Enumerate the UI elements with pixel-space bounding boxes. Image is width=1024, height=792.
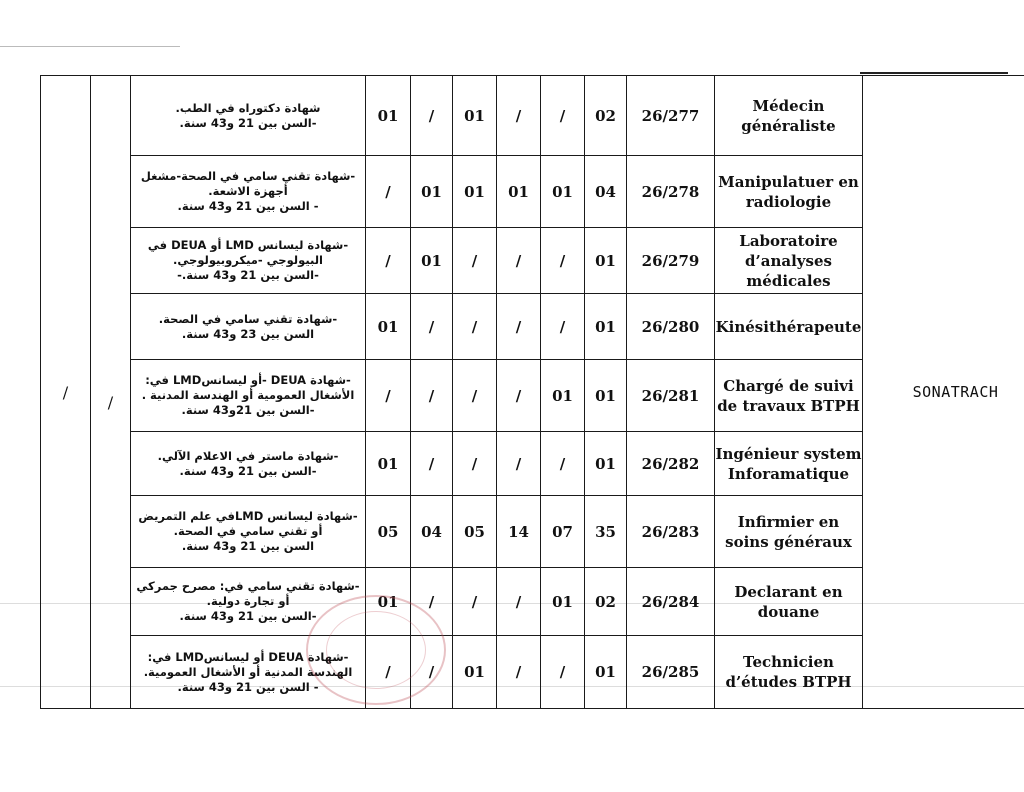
count-cell: 01 — [366, 568, 411, 636]
conditions-cell — [131, 568, 366, 636]
count-cell: / — [411, 76, 453, 156]
count-cell: 01 — [541, 360, 585, 432]
count-cell: / — [366, 636, 411, 709]
conditions-cell — [131, 496, 366, 568]
count-cell: 01 — [585, 294, 627, 360]
post-code-cell: 26/281 — [627, 360, 715, 432]
recruitment-table — [40, 75, 1024, 709]
count-cell: 05 — [366, 496, 411, 568]
count-cell: 35 — [585, 496, 627, 568]
condition-line: - السن بين 21 و43 سنة. — [177, 679, 319, 694]
count-cell: / — [497, 360, 541, 432]
post-title-cell: Médecin généraliste — [715, 76, 863, 156]
condition-line: -شهادة ماستر في الاعلام الآلي. — [157, 448, 339, 463]
post-code-cell: 26/285 — [627, 636, 715, 709]
post-code-cell: 26/283 — [627, 496, 715, 568]
count-cell: / — [541, 76, 585, 156]
count-cell: 02 — [585, 568, 627, 636]
post-code-cell: 26/284 — [627, 568, 715, 636]
condition-line: -السن بين 21و43 سنة. — [181, 403, 315, 417]
count-cell: 01 — [411, 156, 453, 228]
side-column-a: / — [41, 76, 91, 709]
count-cell: 02 — [585, 76, 627, 156]
count-cell: / — [497, 636, 541, 709]
condition-line: -السن بين 21 و43 سنة. — [179, 609, 317, 623]
conditions-cell — [131, 76, 366, 156]
post-code-cell: 26/280 — [627, 294, 715, 360]
condition-line: -شهادة ليسانس LMD أو DEUA في البيولوجي -ميكروبيولوجي. — [147, 238, 349, 267]
count-cell: / — [497, 76, 541, 156]
condition-line: -السن بين 21 و43 سنة.- — [177, 268, 319, 282]
header-rule — [860, 72, 1008, 74]
count-cell: / — [497, 568, 541, 636]
condition-line: شهادة دكتوراه في الطب. — [175, 100, 321, 115]
count-cell: 01 — [585, 432, 627, 496]
post-title-cell: Laboratoire d’analyses médicales — [715, 228, 863, 294]
count-cell: 04 — [411, 496, 453, 568]
conditions-cell — [131, 228, 366, 294]
recruitment-table-frame — [40, 75, 1008, 708]
condition-line: -السن بين 21 و43 سنة. — [179, 463, 317, 478]
count-cell: 01 — [453, 156, 497, 228]
count-cell: 01 — [366, 76, 411, 156]
count-cell: / — [453, 568, 497, 636]
count-cell: 14 — [497, 496, 541, 568]
condition-line: السن بين 23 و43 سنة. — [181, 326, 315, 341]
count-cell: 01 — [411, 228, 453, 294]
count-cell: / — [541, 432, 585, 496]
count-cell: 01 — [366, 294, 411, 360]
condition-line: الهندسة المدنية أو الأشغال العمومية. — [143, 664, 353, 679]
condition-line: الأشغال العمومية أو الهندسة المدنية . — [141, 388, 355, 402]
count-cell: / — [541, 636, 585, 709]
post-title-cell: Infirmier en soins généraux — [715, 496, 863, 568]
count-cell: 01 — [541, 568, 585, 636]
conditions-cell — [131, 294, 366, 360]
count-cell: / — [541, 294, 585, 360]
count-cell: 01 — [453, 636, 497, 709]
count-cell: / — [366, 360, 411, 432]
count-cell: 01 — [541, 156, 585, 228]
side-column-b: / — [91, 76, 131, 709]
post-title-cell: Ingénieur system Inforamatique — [715, 432, 863, 496]
condition-line: -السن بين 21 و43 سنة. — [179, 115, 317, 130]
condition-line: -شهادة DEUA أو ليسانسLMD في: — [147, 649, 349, 664]
count-cell: 01 — [453, 76, 497, 156]
post-title-cell: Kinésithérapeute — [715, 294, 863, 360]
count-cell: 05 — [453, 496, 497, 568]
count-cell: / — [411, 294, 453, 360]
condition-line: -شهادة ليسانس LMDفي علم التمريض أو تقني سامي في الصحة. — [138, 509, 358, 538]
count-cell: / — [411, 360, 453, 432]
count-cell: / — [497, 294, 541, 360]
condition-line: -شهادة تقني سامي في الصحة-مشغل أجهزة الاشعة. — [140, 169, 356, 198]
count-cell: / — [411, 432, 453, 496]
count-cell: / — [411, 568, 453, 636]
post-code-cell: 26/277 — [627, 76, 715, 156]
count-cell: 01 — [366, 432, 411, 496]
post-code-cell: 26/278 — [627, 156, 715, 228]
count-cell: / — [453, 360, 497, 432]
count-cell: 01 — [585, 360, 627, 432]
conditions-cell — [131, 156, 366, 228]
count-cell: / — [411, 636, 453, 709]
count-cell: 04 — [585, 156, 627, 228]
conditions-cell — [131, 360, 366, 432]
post-code-cell: 26/279 — [627, 228, 715, 294]
post-code-cell: 26/282 — [627, 432, 715, 496]
condition-line: -شهادة DEUA -أو ليسانسLMD في: — [145, 373, 351, 387]
count-cell: / — [453, 294, 497, 360]
count-cell: / — [541, 228, 585, 294]
post-title-cell: Technicien d’études BTPH — [715, 636, 863, 709]
count-cell: 01 — [585, 228, 627, 294]
count-cell: / — [497, 228, 541, 294]
post-title-cell: Declarant en douane — [715, 568, 863, 636]
count-cell: / — [366, 156, 411, 228]
table-row — [41, 76, 1024, 156]
count-cell: / — [366, 228, 411, 294]
condition-line: السن بين 21 و43 سنة. — [181, 539, 315, 553]
count-cell: 01 — [497, 156, 541, 228]
condition-line: -شهادة تقني سامي في الصحة. — [158, 311, 338, 326]
count-cell: / — [497, 432, 541, 496]
conditions-cell — [131, 432, 366, 496]
table-body — [41, 76, 1024, 709]
count-cell: 01 — [585, 636, 627, 709]
count-cell: 07 — [541, 496, 585, 568]
count-cell: / — [453, 228, 497, 294]
post-title-cell: Chargé de suivi de travaux BTPH — [715, 360, 863, 432]
count-cell: / — [453, 432, 497, 496]
condition-line: -شهادة تقني سامي في: مصرح جمركي أو تجارة دولية. — [136, 579, 360, 608]
company-name-cell: SONATRACH — [863, 76, 1024, 709]
post-title-cell: Manipulatuer en radiologie — [715, 156, 863, 228]
condition-line: - السن بين 21 و43 سنة. — [177, 199, 319, 213]
conditions-cell — [131, 636, 366, 709]
